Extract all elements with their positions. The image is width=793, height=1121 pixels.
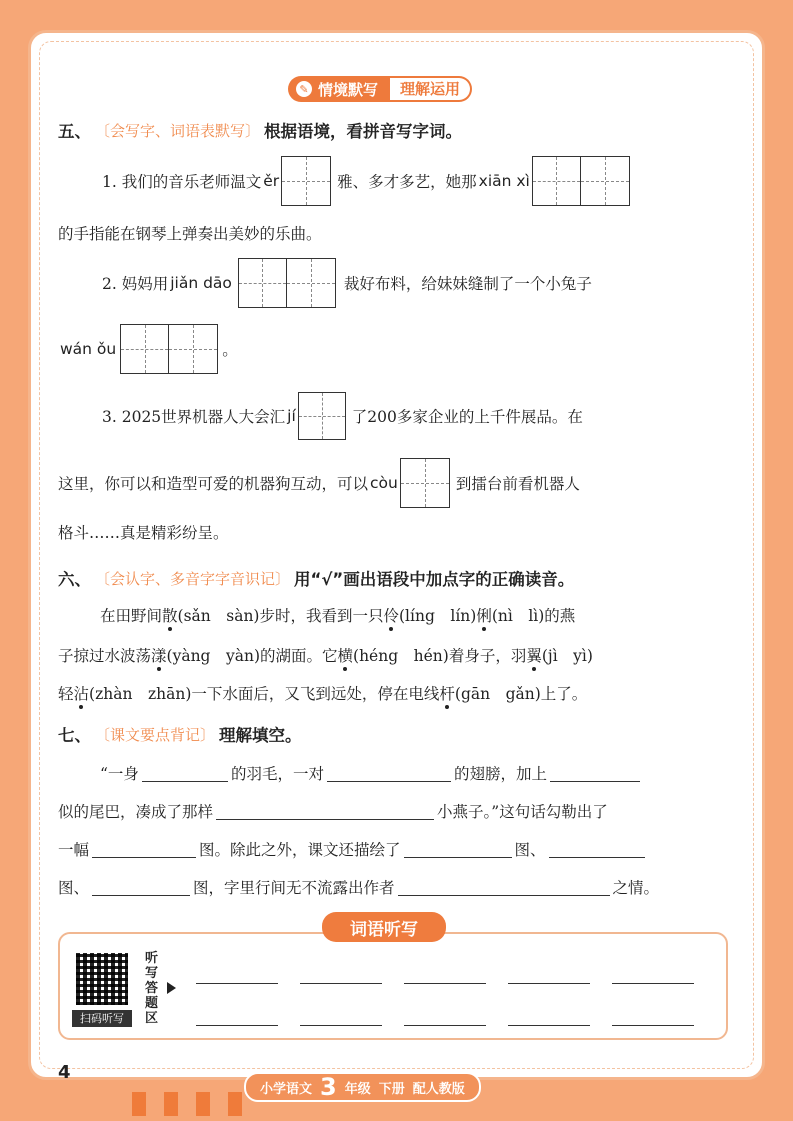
q2-line2 <box>58 324 238 374</box>
s7-text: 之情。 <box>612 879 660 897</box>
q2-pinyin-2: wán ǒu <box>60 340 117 358</box>
section5-tag: 〔会写字、词语表默写〕 <box>95 121 261 140</box>
q3-text-c: 这里，你可以和造型可爱的机器狗互动，可以 <box>58 475 369 493</box>
dotted-char: 伶 <box>383 604 399 626</box>
dotted-char: 横 <box>338 644 354 666</box>
pronunciation-choice[interactable]: (líng lín) <box>399 607 477 625</box>
pronunciation-choice[interactable]: (jì yì) <box>541 647 593 665</box>
s6-line2 <box>58 644 593 666</box>
fill-blank[interactable] <box>92 840 196 858</box>
fill-blank[interactable] <box>550 764 640 782</box>
dictation-line[interactable] <box>196 983 278 984</box>
q2-text-a: 2. 妈妈用 <box>102 275 169 293</box>
fill-blank[interactable] <box>327 764 451 782</box>
dictation-line[interactable] <box>508 983 590 984</box>
pronunciation-choice[interactable]: (zhàn zhān)一下水面后，又飞到远处，停在电线 <box>89 685 440 703</box>
q3-pinyin-1: jí <box>287 407 296 425</box>
fill-blank[interactable] <box>398 878 610 896</box>
dictation-line[interactable] <box>300 1025 382 1026</box>
dictation-side-label: 听写答题区 <box>145 951 159 1026</box>
dictation-line[interactable] <box>612 983 694 984</box>
dictation-line[interactable] <box>612 1025 694 1026</box>
dictation-line[interactable] <box>508 1025 590 1026</box>
dotted-char: 沾 <box>74 682 90 704</box>
q3-text-b: 了200多家企业的上千件展品。在 <box>351 408 583 426</box>
dictation-line[interactable] <box>404 983 486 984</box>
dotted-char: 俐 <box>476 604 492 626</box>
s7-text: “一身 <box>100 765 139 783</box>
q1-pinyin-1: ěr <box>263 172 280 190</box>
section7-heading <box>58 722 302 746</box>
s6-line1 <box>100 604 575 626</box>
dictation-line[interactable] <box>404 1025 486 1026</box>
banner-left-label: 情境默写 <box>318 80 379 99</box>
dotted-char: 漾 <box>151 644 167 666</box>
fill-blank[interactable] <box>142 764 228 782</box>
s7-text: 小燕子。”这句话勾勒出了 <box>437 803 608 821</box>
pronunciation-choice[interactable]: (yàng yàn)的湖面。它 <box>166 647 338 665</box>
section7-title: 理解填空。 <box>219 726 302 745</box>
q1-pinyin-2: xiān xì <box>478 172 530 190</box>
pronunciation-choice[interactable]: (héng hén)着身子，羽 <box>353 647 527 665</box>
section-banner <box>288 76 472 102</box>
dotted-char: 翼 <box>526 644 542 666</box>
section7-number: 七、 <box>58 726 91 745</box>
qr-label: 扫码听写 <box>72 1010 132 1027</box>
s7-text: 图、 <box>58 879 90 897</box>
s7-text: 的翅膀，加上 <box>453 765 547 783</box>
s6-text: 轻 <box>58 685 74 703</box>
banner-right-label: 理解运用 <box>390 76 472 102</box>
book-grade: 年级 <box>344 1081 371 1097</box>
s7-text: 图，字里行间无不流露出作者 <box>193 879 395 897</box>
pronunciation-choice[interactable]: (gān gǎn)上了。 <box>454 685 588 703</box>
pen-icon: ✎ <box>296 81 312 97</box>
q1-answer-grid-2[interactable] <box>532 156 630 206</box>
section6-title: 用“√”画出语段中加点字的正确读音。 <box>294 570 575 589</box>
s7-text: 似的尾巴，凑成了那样 <box>58 803 214 821</box>
q2-text-b: 裁好布料，给妹妹缝制了一个小兔子 <box>343 275 592 293</box>
pronunciation-choice[interactable]: (nì lì)的燕 <box>491 607 576 625</box>
pronunciation-choice[interactable]: (sǎn sàn)步时，我看到一只 <box>177 607 384 625</box>
book-info <box>244 1072 481 1102</box>
s7-line4 <box>58 876 659 898</box>
q1-text-b: 雅、多才多艺，她那 <box>337 173 477 191</box>
s7-text: 一幅 <box>58 841 90 859</box>
dotted-char: 散 <box>162 604 178 626</box>
q2-answer-grid-2[interactable] <box>120 324 218 374</box>
q3-answer-grid-1[interactable] <box>298 392 346 440</box>
q1-text-a: 1. 我们的音乐老师温文 <box>102 173 262 191</box>
q2-pinyin-1: jiǎn dāo <box>170 274 232 292</box>
q3-line1 <box>102 392 583 440</box>
q2-line1 <box>102 258 592 308</box>
q3-line2 <box>58 458 580 508</box>
q3-text-a: 3. 2025世界机器人大会汇 <box>102 408 286 426</box>
section5-title: 根据语境，看拼音写字词。 <box>264 122 463 141</box>
s6-text: 在田野间 <box>100 607 163 625</box>
arrow-right-icon <box>167 982 176 994</box>
section5-number: 五、 <box>58 122 91 141</box>
qr-code-icon[interactable] <box>76 953 128 1005</box>
section5-heading <box>58 118 462 142</box>
fill-blank[interactable] <box>216 802 434 820</box>
dictation-line[interactable] <box>196 1025 278 1026</box>
book-term: 下册 <box>378 1081 405 1097</box>
q3-pinyin-2: còu <box>370 474 398 492</box>
banner-left <box>288 76 390 102</box>
decorative-bars <box>132 1092 242 1116</box>
book-edition: 配人教版 <box>412 1081 465 1097</box>
s6-text: 子掠过水波荡 <box>58 647 152 665</box>
book-subject: 小学语文 <box>260 1081 313 1097</box>
q1-line2: 的手指能在钢琴上弹奏出美妙的乐曲。 <box>58 225 322 243</box>
section6-tag: 〔会认字、多音字字音识记〕 <box>95 569 291 588</box>
s6-line3 <box>58 682 587 704</box>
book-grade-number: 3 <box>320 1073 337 1101</box>
section6-number: 六、 <box>58 570 91 589</box>
fill-blank[interactable] <box>92 878 190 896</box>
q2-answer-grid-1[interactable] <box>238 258 336 308</box>
s7-text: 图、 <box>514 841 546 859</box>
fill-blank[interactable] <box>549 840 645 858</box>
q2-text-c: 。 <box>222 341 238 359</box>
q1-answer-grid-1[interactable] <box>281 156 331 206</box>
q1-line1 <box>102 156 630 206</box>
dotted-char: 杆 <box>439 682 455 704</box>
s7-text: 的羽毛，一对 <box>230 765 324 783</box>
section6-heading <box>58 566 574 590</box>
section7-tag: 〔课文要点背记〕 <box>95 725 216 744</box>
q3-line3: 格斗……真是精彩纷呈。 <box>58 524 229 542</box>
q3-text-d: 到擂台前看机器人 <box>455 475 580 493</box>
s7-line1 <box>100 762 643 784</box>
fill-blank[interactable] <box>404 840 512 858</box>
s7-text: 图。除此之外，课文还描绘了 <box>199 841 401 859</box>
q3-answer-grid-2[interactable] <box>400 458 450 508</box>
dictation-title: 词语听写 <box>322 912 446 942</box>
page-number: 4 <box>58 1062 71 1083</box>
s7-line3 <box>58 838 648 860</box>
dictation-line[interactable] <box>300 983 382 984</box>
s7-line2 <box>58 800 608 822</box>
